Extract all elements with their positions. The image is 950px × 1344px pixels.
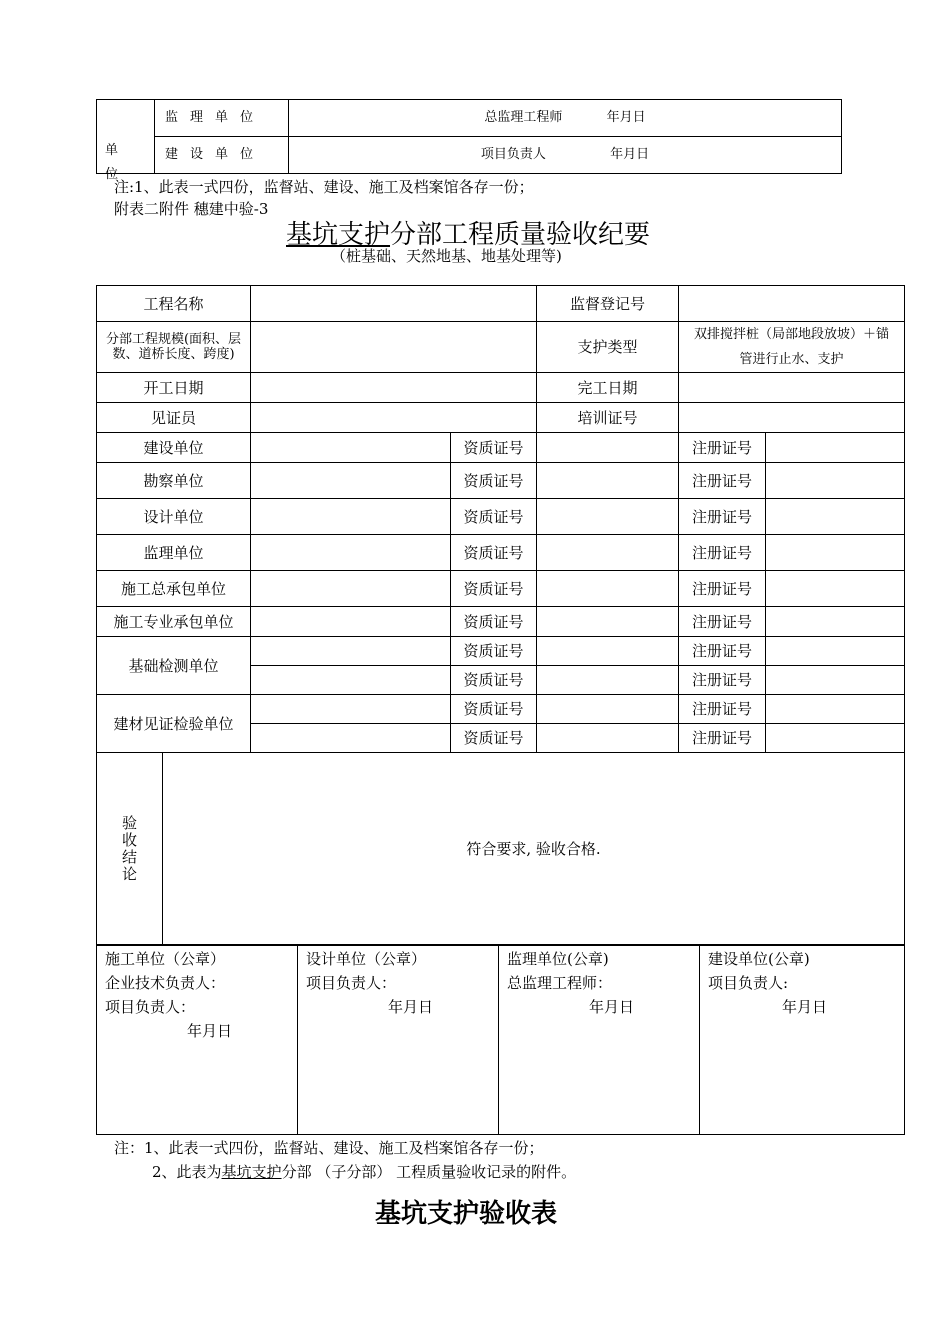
registration-cert-value bbox=[766, 433, 905, 463]
unit-label: 基础检测单位 bbox=[97, 637, 251, 695]
qualification-cert-label: 资质证号 bbox=[451, 499, 537, 535]
acceptance-summary-table bbox=[96, 285, 905, 946]
start-date-label: 开工日期 bbox=[97, 373, 251, 403]
qualification-cert-value bbox=[537, 499, 679, 535]
registration-cert-value bbox=[766, 637, 905, 666]
registration-cert-label: 注册证号 bbox=[679, 499, 766, 535]
training-cert-label: 培训证号 bbox=[537, 403, 679, 433]
registration-cert-label: 注册证号 bbox=[679, 666, 766, 695]
sign-date: 年月日 bbox=[388, 998, 434, 1016]
unit-name-value bbox=[251, 695, 451, 724]
project-name-value bbox=[251, 286, 537, 322]
supervision-reg-value bbox=[679, 286, 905, 322]
registration-cert-value bbox=[766, 724, 905, 753]
unit-label: 建设单位 bbox=[97, 433, 251, 463]
registration-cert-value bbox=[766, 463, 905, 499]
unit-name-value bbox=[251, 499, 451, 535]
note-underlined: 基坑支护 bbox=[221, 1163, 282, 1181]
registration-cert-label: 注册证号 bbox=[679, 724, 766, 753]
project-manager-label: 项目负责人 bbox=[480, 147, 546, 162]
page-subtitle: （桩基础、天然地基、地基处理等) bbox=[331, 247, 562, 265]
qualification-cert-label: 资质证号 bbox=[451, 433, 537, 463]
registration-cert-label: 注册证号 bbox=[679, 433, 766, 463]
registration-cert-label: 注册证号 bbox=[679, 607, 766, 637]
sign-date: 年月日 bbox=[187, 1022, 233, 1040]
chief-supervisor-label: 总监理工程师： bbox=[507, 974, 613, 992]
unit-label: 勘察单位 bbox=[97, 463, 251, 499]
unit-label: 施工专业承包单位 bbox=[97, 607, 251, 637]
unit-name-value bbox=[251, 535, 451, 571]
qualification-cert-value bbox=[537, 724, 679, 753]
qualification-cert-value bbox=[537, 535, 679, 571]
supervision-unit-title: 监理单位(公章) bbox=[507, 950, 609, 968]
note-line-2: 2、此表为基坑支护分部 （子分部） 工程质量验收记录的附件。 bbox=[152, 1163, 577, 1181]
unit-side-label: 单位 bbox=[97, 100, 155, 174]
unit-name-value bbox=[251, 571, 451, 607]
bottom-title: 基坑支护验收表 bbox=[375, 1199, 558, 1229]
project-manager-label: 项目负责人： bbox=[105, 998, 196, 1016]
unit-label: 建材见证检验单位 bbox=[97, 695, 251, 753]
note-top: 注:1、此表一式四份，监督站、建设、施工及档案馆各存一份； bbox=[114, 178, 534, 196]
design-unit-title: 设计单位（公章） bbox=[306, 950, 427, 968]
qualification-cert-label: 资质证号 bbox=[451, 695, 537, 724]
sign-date: 年月日 bbox=[610, 147, 650, 162]
unit-name-value bbox=[251, 433, 451, 463]
supervision-sign-cell bbox=[499, 945, 700, 1135]
scale-label: 分部工程规模(面积、层数、道桥长度、跨度) bbox=[97, 322, 251, 373]
note-line-1: 注：1、此表一式四份，监督站、建设、施工及档案馆各存一份； bbox=[114, 1139, 544, 1157]
qualification-cert-label: 资质证号 bbox=[451, 666, 537, 695]
qualification-cert-value bbox=[537, 433, 679, 463]
unit-name-value bbox=[251, 463, 451, 499]
construction-sign-cell bbox=[97, 945, 298, 1135]
registration-cert-value bbox=[766, 666, 905, 695]
signature-table bbox=[96, 944, 905, 1135]
registration-cert-label: 注册证号 bbox=[679, 463, 766, 499]
supervision-unit-label: 监理单位 bbox=[155, 100, 289, 137]
conclusion-text: 符合要求, 验收合格. bbox=[163, 753, 905, 946]
training-cert-value bbox=[679, 403, 905, 433]
unit-label: 设计单位 bbox=[97, 499, 251, 535]
registration-cert-value bbox=[766, 499, 905, 535]
end-date-label: 完工日期 bbox=[537, 373, 679, 403]
supervision-signer-cell bbox=[289, 100, 842, 137]
sign-date: 年月日 bbox=[589, 998, 635, 1016]
scale-value bbox=[251, 322, 537, 373]
support-type-label: 支护类型 bbox=[537, 322, 679, 373]
qualification-cert-label: 资质证号 bbox=[451, 607, 537, 637]
design-sign-cell bbox=[298, 945, 499, 1135]
registration-cert-value bbox=[766, 695, 905, 724]
qualification-cert-label: 资质证号 bbox=[451, 571, 537, 607]
project-manager-label: 项目负责人: bbox=[708, 974, 789, 992]
qualification-cert-value bbox=[537, 695, 679, 724]
unit-name-value bbox=[251, 607, 451, 637]
owner-sign-cell bbox=[700, 945, 905, 1135]
registration-cert-label: 注册证号 bbox=[679, 695, 766, 724]
start-date-value bbox=[251, 373, 537, 403]
qualification-cert-value bbox=[537, 571, 679, 607]
owner-signer-cell bbox=[289, 137, 842, 174]
project-name-label: 工程名称 bbox=[97, 286, 251, 322]
construction-unit-title: 施工单位（公章） bbox=[105, 950, 226, 968]
owner-unit-label: 建设单位 bbox=[155, 137, 289, 174]
end-date-value bbox=[679, 373, 905, 403]
title-underlined: 基坑支护 bbox=[286, 220, 391, 250]
registration-cert-label: 注册证号 bbox=[679, 535, 766, 571]
qualification-cert-value bbox=[537, 637, 679, 666]
witness-label: 见证员 bbox=[97, 403, 251, 433]
attachment-label: 附表二附件 穗建中验-3 bbox=[114, 200, 269, 218]
qualification-cert-label: 资质证号 bbox=[451, 637, 537, 666]
top-sign-table bbox=[96, 99, 842, 182]
tech-lead-label: 企业技术负责人： bbox=[105, 974, 226, 992]
registration-cert-value bbox=[766, 535, 905, 571]
supervision-reg-label: 监督登记号 bbox=[537, 286, 679, 322]
support-type-value: 双排搅拌桩（局部地段放坡）＋锚管进行止水、支护 bbox=[679, 322, 905, 373]
sign-date: 年月日 bbox=[606, 110, 646, 125]
qualification-cert-label: 资质证号 bbox=[451, 463, 537, 499]
unit-label: 施工总承包单位 bbox=[97, 571, 251, 607]
qualification-cert-label: 资质证号 bbox=[451, 535, 537, 571]
witness-value bbox=[251, 403, 537, 433]
unit-name-value bbox=[251, 666, 451, 695]
chief-supervisor-label: 总监理工程师 bbox=[484, 110, 563, 125]
registration-cert-label: 注册证号 bbox=[679, 571, 766, 607]
registration-cert-label: 注册证号 bbox=[679, 637, 766, 666]
registration-cert-value bbox=[766, 571, 905, 607]
qualification-cert-value bbox=[537, 463, 679, 499]
sign-date: 年月日 bbox=[782, 998, 828, 1016]
conclusion-label: 验收结论 bbox=[97, 753, 163, 946]
unit-name-value bbox=[251, 637, 451, 666]
owner-unit-title: 建设单位(公章) bbox=[708, 950, 810, 968]
unit-name-value bbox=[251, 724, 451, 753]
unit-label: 监理单位 bbox=[97, 535, 251, 571]
registration-cert-value bbox=[766, 607, 905, 637]
project-manager-label: 项目负责人： bbox=[306, 974, 397, 992]
qualification-cert-value bbox=[537, 666, 679, 695]
qualification-cert-label: 资质证号 bbox=[451, 724, 537, 753]
title-rest: 分部工程质量验收纪要 bbox=[390, 220, 651, 250]
qualification-cert-value bbox=[537, 607, 679, 637]
